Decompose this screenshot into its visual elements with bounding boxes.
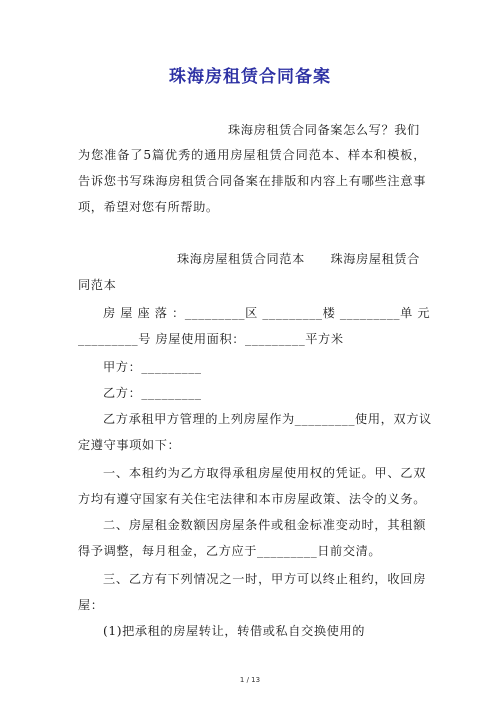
intro-line-4: 项，希望对您有所帮助。 <box>78 200 219 214</box>
clause-1-line-1: 一、本租约为乙方取得承租房屋使用权的凭证。甲、乙双 <box>103 466 426 480</box>
clause-1-line-2: 方均有遵守国家有关住宅法律和本市房屋政策、法令的义务。 <box>78 492 426 506</box>
section-heading-line-1: 珠海房屋租赁合同范本 珠海房屋租赁合 <box>177 252 420 266</box>
page-number: 1 / 13 <box>239 676 261 684</box>
clause-3-line-2: 屋： <box>78 598 104 612</box>
clause-intro-line-2: 定遵守事项如下： <box>78 438 181 452</box>
address-line: 房 屋 座 落 ：_________区 _________楼 _________单 元 <box>103 306 431 320</box>
intro-line-1: 珠海房租赁合同备案怎么写？我们 <box>228 123 420 137</box>
clause-intro-line-1: 乙方承租甲方管理的上列房屋作为_________使用，双方议 <box>103 412 432 426</box>
intro-line-3: 告诉您书写珠海房租赁合同备案在排版和内容上有哪些注意事 <box>78 174 426 188</box>
clause-2-line-1: 二、房屋租金数额因房屋条件或租金标准变动时，其租额 <box>103 518 426 532</box>
area-line: _________号 房屋使用面积：_________平方米 <box>78 332 344 346</box>
clause-3-item-1: (1)把承租的房屋转让，转借或私自交换使用的 <box>103 624 366 638</box>
clause-2-line-2: 得予调整，每月租金，乙方应于_________日前交清。 <box>78 544 382 558</box>
section-heading-line-2: 同范本 <box>78 278 117 292</box>
party-b-line: 乙方：_________ <box>103 386 202 400</box>
document-title: 珠海房租赁合同备案 <box>169 67 331 87</box>
party-a-line: 甲方：_________ <box>103 360 202 374</box>
clause-3-line-1: 三、乙方有下列情况之一时，甲方可以终止租约，收回房 <box>103 572 426 586</box>
intro-line-2: 为您准备了5篇优秀的通用房屋租赁合同范本、样本和模板， <box>78 148 426 162</box>
